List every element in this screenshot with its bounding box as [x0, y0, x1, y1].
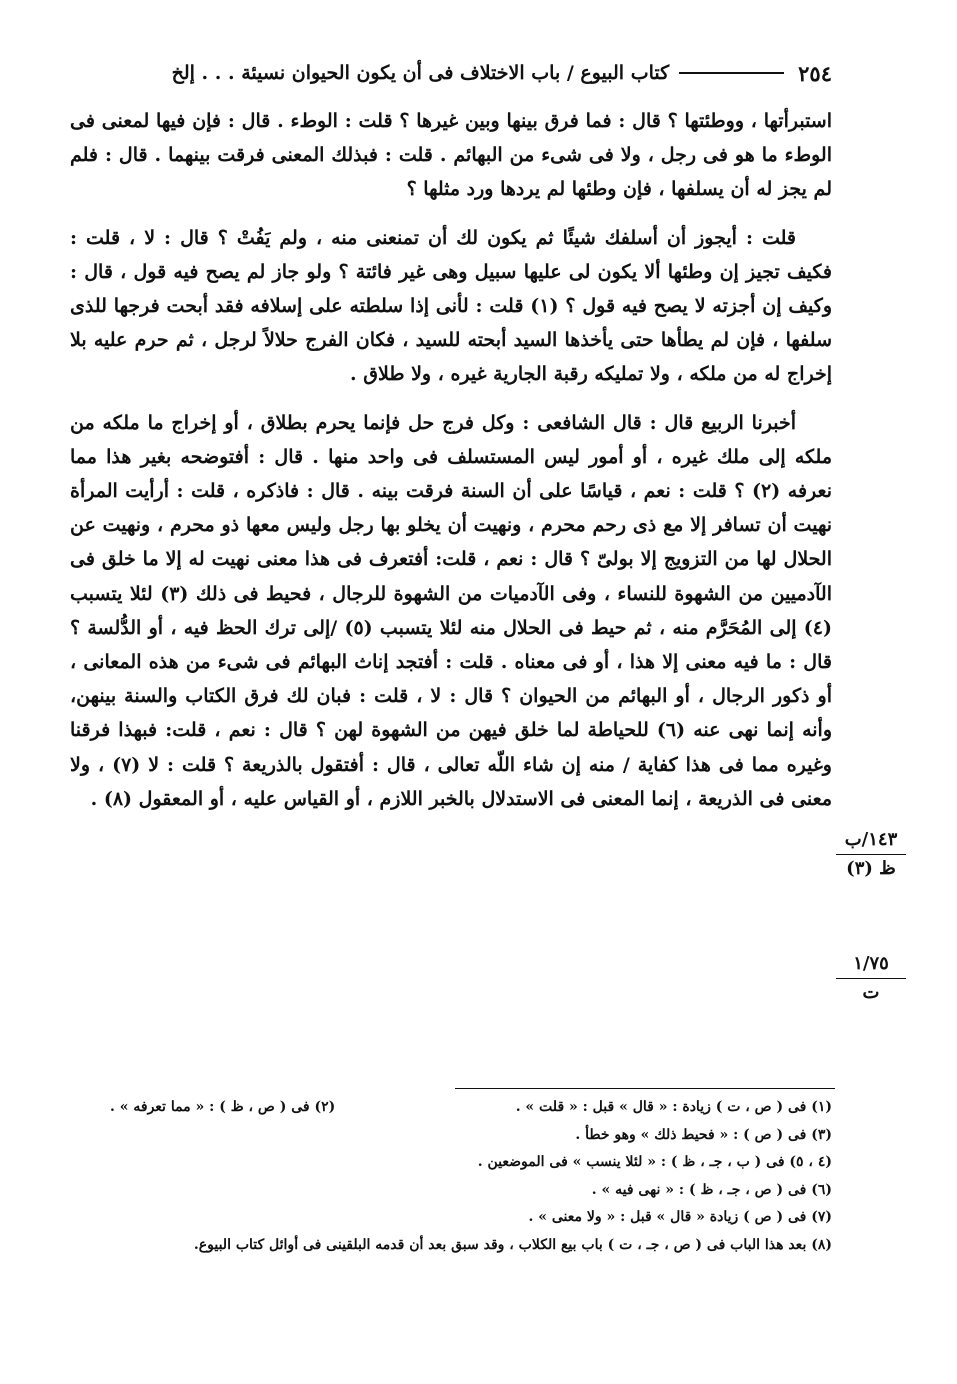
- paragraph-3: أخبرنا الربيع قال : قال الشافعى : وكل فرج حل فإنما يحرم بطلاق ، أو إخراج ما ملكه من ملكه إلى ملك غيره ، أو أمور ليس المستسلف فى واحد منها . قال : أفتوضحه بغير هذا مما نعرفه (٢) ؟ قلت : نعم ، قياسًا على أن السنة فرقت بينه . قال : فاذكره ، قلت : أرأيت المرأة نهيت أن تسافر إلا مع ذى رحم محرم ، ونهيت أن يخلو بها رجل وليس معها ذو محرم ، ونهيت عن الحلال لها من التزويج إلا بولىّ ؟ قال : نعم ، قلت: أفتعرف فى هذا معنى نهيت له إلا ما خلق فى الآدميين من الشهوة للنساء ، وفى الآدميات من الشهوة للرجال ، فحيط فى ذلك (٣) لئلا يتسبب (٤) إلى المُحَرَّم منه ، ثم حيط فى الحلال منه لئلا يتسبب (٥) /إلى ترك الحظ فيه ، أو الدُّلسة ؟ قال : ما فيه معنى إلا هذا ، أو فى معناه . قلت : أفتجد إناث البهائم فى شىء من هذه المعانى ، أو ذكور الرجال ، أو البهائم من الحيوان ؟ قال : لا ، قلت : فبان لك فرق الكتاب والسنة بينهن، وأنه إنما نهى عنه (٦) للحياطة لما خلق فيهن من الشهوة لهن ؟ قال : نعم ، قلت: فبهذا فرقنا وغيره مما فى هذا كفاية / منه إن شاء اللّه تعالى ، قال : أفتقول بالذريعة ؟ قلت : لا (٧) ، ولا معنى فى الذريعة ، إنما المعنى فى الاستدلال بالخبر اللازم ، أو القياس عليه ، أو المعقول (٨) .: [70, 411, 833, 810]
- footnote-divider: [455, 1088, 835, 1089]
- footnote-8: (٨) بعد هذا الباب فى ( ص ، جـ ، ت ) باب بيع الكلاب ، وقد سبق بعد أن قدمه البلقينى فى أوائل كتاب البيوع.: [193, 1236, 832, 1253]
- page-header: [62, 56, 832, 90]
- margin-note-1-bottom: ظ (٣): [846, 858, 896, 879]
- margin-folio-note-2: [836, 952, 906, 1005]
- footnote-1: (١) فى ( ص ، ت ) زيادة : « قال » قبل : « قلت » .: [515, 1099, 832, 1115]
- margin-note-2-top: ١/٧٥: [836, 952, 906, 979]
- page-number: ٢٥٤: [798, 60, 832, 86]
- main-text: [70, 104, 832, 830]
- footnotes: [70, 1094, 832, 1259]
- running-title: كتاب البيوع / باب الاختلاف فى أن يكون الحيوان نسيئة . . . إلخ: [171, 62, 670, 84]
- footnote-2: (٢) فى ( ص ، ظ ) : « مما تعرفه » .: [110, 1099, 336, 1115]
- margin-folio-note-1: [836, 828, 906, 881]
- footnote-row-1: [70, 1094, 832, 1122]
- paragraph-1: استبرأتها ، ووطئتها ؟ قال : فما فرق بينها وبين غيرها ؟ قلت : الوطء . قال : فإن فيها لمعنى فى الوطء ما هو فى رجل ، ولا فى شىء من البهائم . قلت : فبذلك المعنى فرقت بينهما . قال : فلم لم يجز له أن يسلفها ، فإن وطئها لم يردها ورد مثلها ؟: [70, 110, 833, 201]
- footnote-7: (٧) فى ( ص ) زيادة « قال » قبل : « ولا معنى » .: [528, 1209, 832, 1225]
- margin-note-1-top: ١٤٣/ب: [836, 828, 906, 855]
- footnote-4-5: (٤ ، ٥) فى ( ب ، جـ ، ظ ) : « لئلا ينسب » فى الموضعين .: [477, 1154, 832, 1170]
- paragraph-2: قلت : أيجوز أن أسلفك شيئًا ثم يكون لك أن تمنعنى منه ، ولم يَفُتْ ؟ قال : لا ، قلت : فكيف تجيز إن وطئها ألا يكون لى عليها سبيل وهى غير فائتة ؟ ولو جاز لم يصح فيه قول ، قال : وكيف إن أجزته لا يصح فيه قول ؟ (١) قلت : لأنى إذا سلطته على إسلافه فقد أبحت فرجها للذى سلفها ، فإن لم يطأها حتى يأخذها السيد أبحته للسيد ، فكان الفرج حلالاً لرجل ، ثم حرم عليه بلا إخراج له من ملكه ، ولا تمليكه رقبة الجارية غيره ، ولا طلاق .: [70, 226, 832, 386]
- footnote-6: (٦) فى ( ص ، جـ ، ظ ) : « نهى فيه » .: [591, 1181, 832, 1198]
- header-rule: [679, 72, 784, 74]
- margin-note-2-bottom: ت: [862, 982, 880, 1003]
- footnote-3: (٣) فى ( ص ) : « فحيط ذلك » وهو خطأ .: [575, 1126, 832, 1143]
